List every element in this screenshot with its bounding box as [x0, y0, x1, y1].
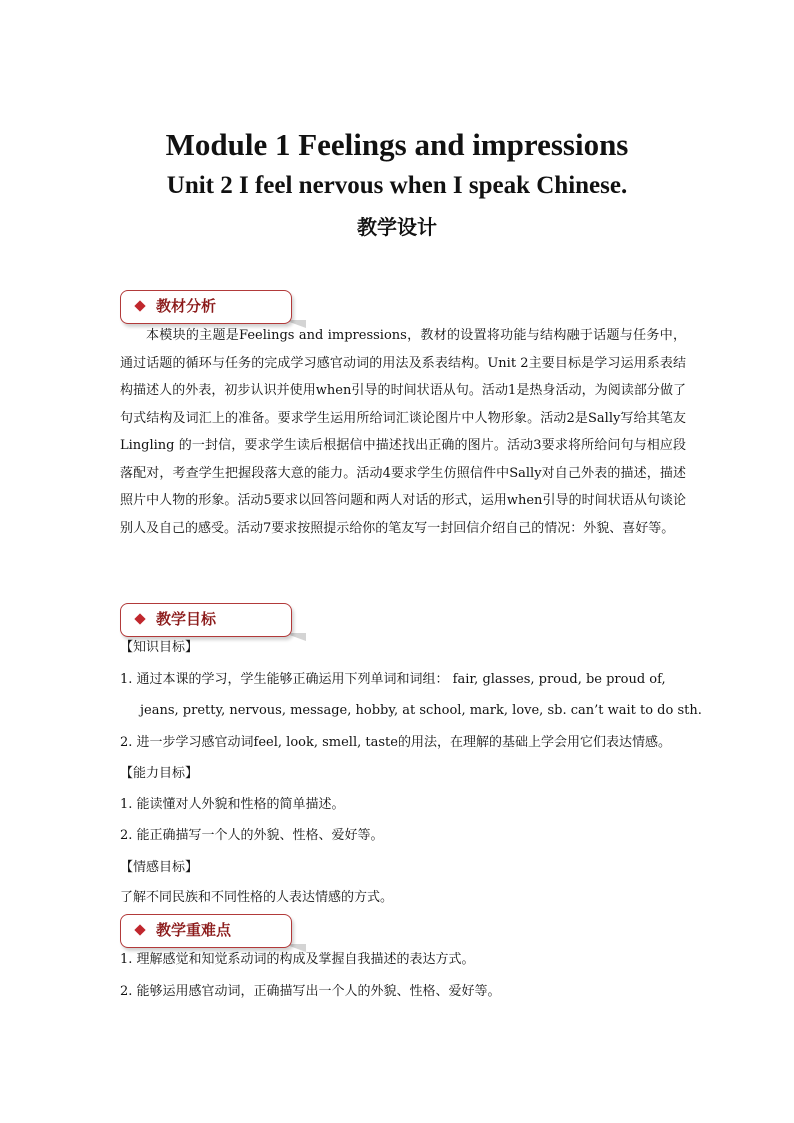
knowledge-item-1-cont: jeans, pretty, nervous, message, hobby, at school, mark, love, sb. can’t wait to do sth.: [140, 703, 702, 718]
knowledge-item-2: 2. 进一步学习感官动词feel, look, smell, taste的用法，在理解的基础上学会用它们表达情感。: [120, 735, 671, 750]
emotion-item-1: 了解不同民族和不同性格的人表达情感的方式。: [120, 890, 394, 905]
ability-item-2: 2. 能正确描写一个人的外貌、性格、爱好等。: [120, 828, 384, 843]
design-title: 教学设计: [357, 215, 437, 239]
emotion-heading: 【情感目标】: [120, 860, 199, 875]
analysis-paragraph: [120, 322, 686, 542]
section-heading-objectives: [120, 603, 310, 641]
ability-heading: 【能力目标】: [120, 766, 199, 781]
section-heading-keypoints: [120, 914, 310, 952]
unit-title: Unit 2 I feel nervous when I speak Chinese.: [166, 172, 628, 199]
analysis-text: 本模块的主题是Feelings and impressions，教材的设置将功能与结构融于话题与任务中，通过话题的循环与任务的完成学习感官动词的用法及系表结构。Unit 2主要目标是学习运用系表结构描述人的外表，初步认识并使用when引导的时间状语从句。活动1是热身活动，为阅读部分做了句式结构及词汇上的准备。要求学生运用所给词汇谈论图片中人物形象。活动2是Sally写给其笔友Lingling 的一封信，要求学生读后根据信中描述找出正确的图片。活动3要求将所给问句与相应段落配对，考查学生把握段落大意的能力。活动4要求学生仿照信件中Sally对自己外表的描述，描述照片中人物的形象。活动5要求以回答问题和两人对话的形式，运用when引导的时间状语从句谈论别人及自己的感受。活动7要求按照提示给你的笔友写一封回信介绍自己的情况：外貌、喜好等。: [120, 328, 686, 536]
section-label: 教材分析: [156, 297, 217, 315]
module-title: Module 1 Feelings and impressions: [165, 127, 629, 162]
section-label: 教学目标: [156, 610, 217, 628]
section-label: 教学重难点: [156, 921, 232, 939]
knowledge-heading: 【知识目标】: [120, 640, 199, 655]
keypoint-item-1: 1. 理解感觉和知觉系动词的构成及掌握自我描述的表达方式。: [120, 952, 475, 967]
keypoint-item-2: 2. 能够运用感官动词，正确描写出一个人的外貌、性格、爱好等。: [120, 984, 501, 999]
knowledge-item-1: 1. 通过本课的学习，学生能够正确运用下列单词和词组： fair, glasses, proud, be proud of,: [120, 672, 666, 687]
ability-item-1: 1. 能读懂对人外貌和性格的简单描述。: [120, 797, 345, 812]
